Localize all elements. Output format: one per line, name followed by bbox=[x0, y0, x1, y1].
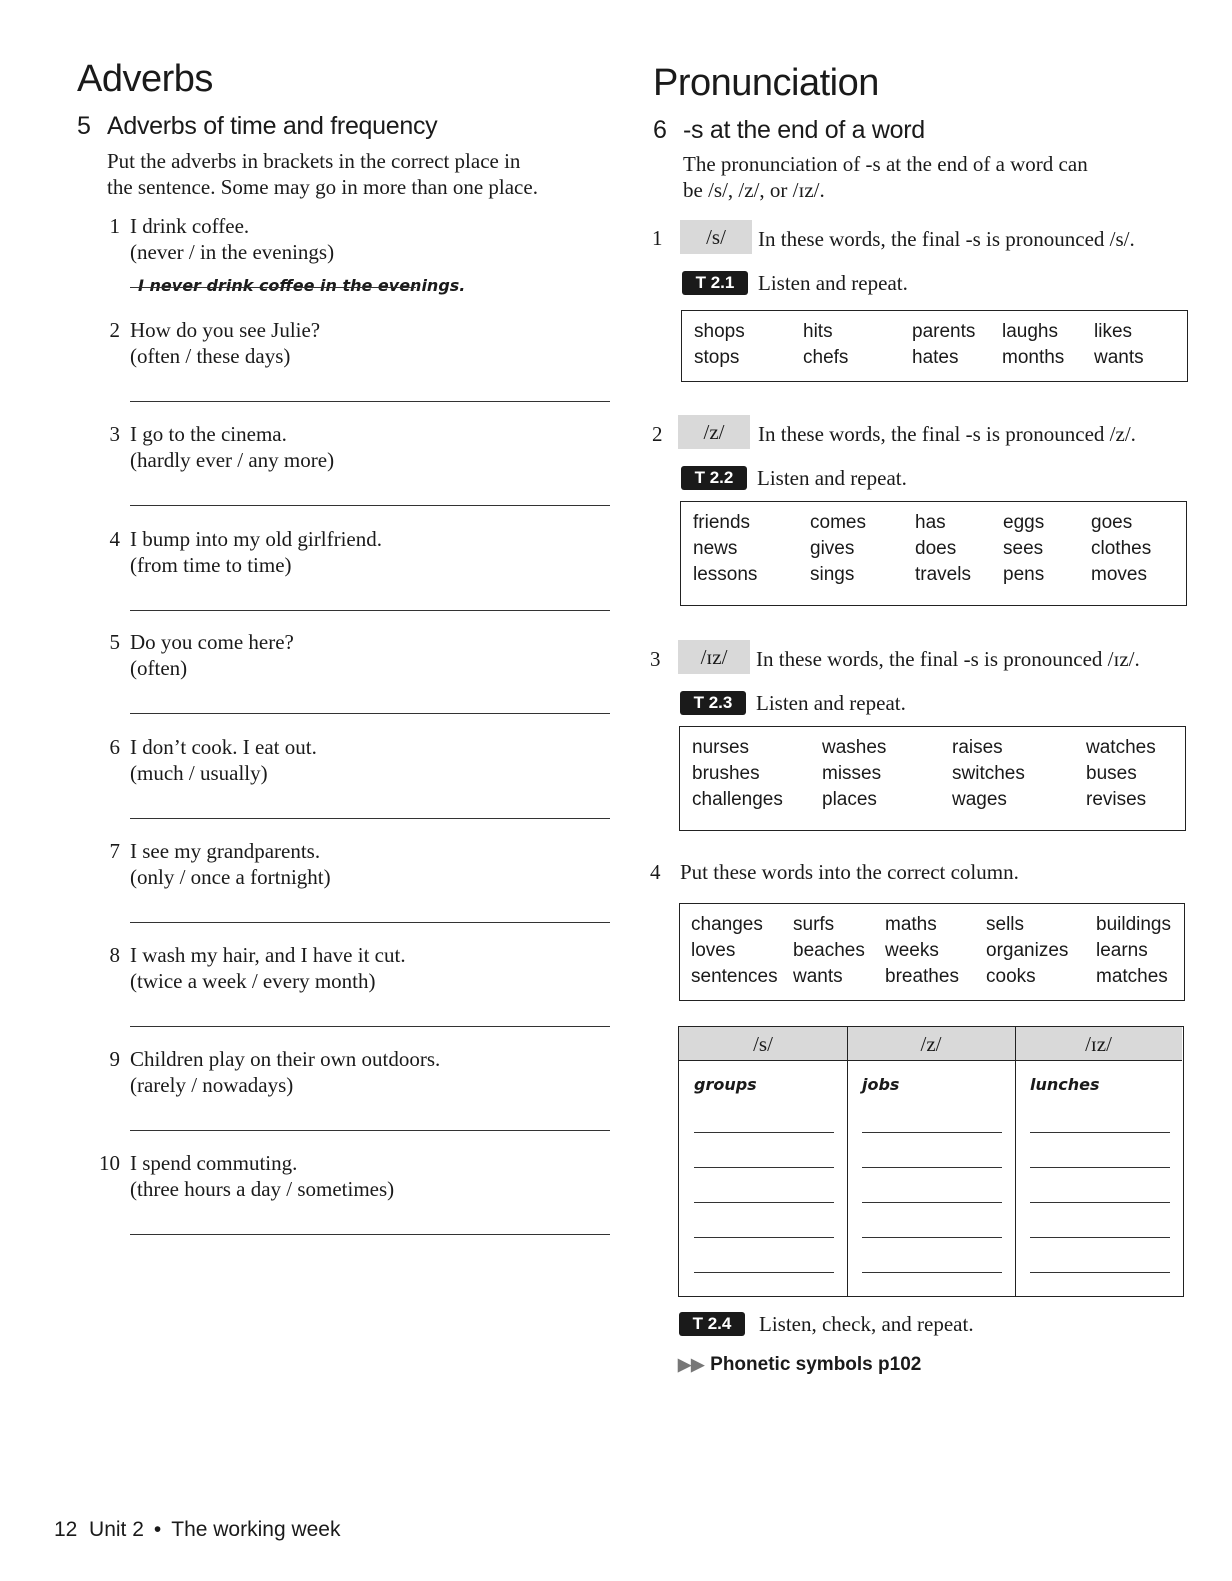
answer-line[interactable] bbox=[130, 1026, 610, 1027]
answer-blank[interactable] bbox=[862, 1237, 1002, 1238]
item-hint: (never / in the evenings) bbox=[130, 240, 335, 264]
answer-blank[interactable] bbox=[694, 1167, 834, 1168]
word: pens bbox=[1003, 564, 1045, 585]
answer-blank[interactable] bbox=[1030, 1167, 1170, 1168]
word: moves bbox=[1091, 564, 1147, 585]
answer-line[interactable] bbox=[130, 1234, 610, 1235]
section-title-text: Adverbs of time and frequency bbox=[107, 112, 438, 140]
item-text bbox=[130, 942, 406, 994]
intro-line: be /s/, /z/, or /ɪz/. bbox=[683, 178, 825, 202]
audio-track-badge[interactable]: T 2.2 bbox=[681, 466, 747, 490]
phonetic-symbols-link[interactable] bbox=[678, 1354, 921, 1376]
item-sentence: How do you see Julie? bbox=[130, 318, 321, 342]
answer-blank[interactable] bbox=[694, 1132, 834, 1133]
word: gives bbox=[810, 538, 855, 559]
answer-blank[interactable] bbox=[1030, 1272, 1170, 1273]
unit-label: Unit 2 bbox=[89, 1518, 144, 1541]
sound-description: In these words, the final -s is pronounced /s/. bbox=[758, 227, 1135, 251]
item-number: 7 bbox=[109, 839, 120, 863]
exercise-item bbox=[86, 629, 616, 729]
word: sentences bbox=[691, 966, 778, 987]
word-column bbox=[986, 912, 1068, 990]
word: switches bbox=[952, 763, 1025, 784]
pronunciation-intro bbox=[683, 151, 1088, 203]
word: challenges bbox=[692, 789, 783, 810]
item-number: 10 bbox=[99, 1151, 120, 1175]
word-box-mixed bbox=[679, 903, 1185, 1001]
item-number: 5 bbox=[109, 630, 120, 654]
word: wants bbox=[793, 966, 843, 987]
item-hint: (much / usually) bbox=[130, 761, 268, 785]
item-hint: (only / once a fortnight) bbox=[130, 865, 331, 889]
example-word: lunches bbox=[1030, 1075, 1100, 1094]
adverbs-instructions bbox=[107, 148, 538, 200]
track-instruction: Listen and repeat. bbox=[758, 271, 908, 295]
answer-blank[interactable] bbox=[862, 1272, 1002, 1273]
word: revises bbox=[1086, 789, 1147, 810]
item-sentence: I spend commuting. bbox=[130, 1151, 298, 1175]
word-column bbox=[912, 319, 975, 371]
word-column bbox=[1096, 912, 1171, 990]
page-footer bbox=[54, 1518, 341, 1542]
answer-line[interactable] bbox=[130, 922, 610, 923]
item-sentence: I drink coffee. bbox=[130, 214, 250, 238]
answer-line[interactable] bbox=[130, 505, 610, 506]
audio-track-badge[interactable]: T 2.4 bbox=[679, 1312, 745, 1336]
word: organizes bbox=[986, 940, 1069, 961]
word-column bbox=[885, 912, 959, 990]
word: eggs bbox=[1003, 512, 1045, 533]
word: friends bbox=[693, 512, 751, 533]
word: goes bbox=[1091, 512, 1133, 533]
word: watches bbox=[1086, 737, 1156, 758]
item-number: 3 bbox=[109, 422, 120, 446]
column-header-s: /s/ bbox=[679, 1027, 847, 1061]
word-column bbox=[1091, 510, 1151, 588]
item-text bbox=[130, 629, 294, 681]
word: brushes bbox=[692, 763, 760, 784]
word: hates bbox=[912, 347, 959, 368]
column-divider bbox=[1015, 1027, 1016, 1296]
part-number: 4 bbox=[650, 860, 661, 884]
double-arrow-icon: ▶▶ bbox=[678, 1355, 705, 1374]
word-box-z bbox=[680, 501, 1187, 606]
word: changes bbox=[691, 914, 763, 935]
item-hint: (three hours a day / sometimes) bbox=[130, 1177, 395, 1201]
part-number: 2 bbox=[652, 422, 663, 446]
word: wants bbox=[1094, 347, 1144, 368]
word: nurses bbox=[692, 737, 750, 758]
item-hint: (often) bbox=[130, 656, 188, 680]
item-text bbox=[130, 1046, 440, 1098]
exercise-item bbox=[86, 317, 616, 417]
item-text bbox=[130, 838, 331, 890]
track-instruction: Listen and repeat. bbox=[756, 691, 906, 715]
example-word: jobs bbox=[862, 1075, 900, 1094]
part-number: 1 bbox=[652, 226, 663, 250]
word-column bbox=[822, 735, 886, 813]
sound-description: In these words, the final -s is pronounced /ɪz/. bbox=[756, 647, 1140, 671]
example-answer: I never drink coffee in the evenings. bbox=[138, 276, 466, 295]
section-number: 5 bbox=[77, 112, 91, 140]
exercise-item bbox=[86, 421, 616, 521]
item-sentence: I go to the cinema. bbox=[130, 422, 287, 446]
exercise-item bbox=[86, 1046, 616, 1146]
answer-line[interactable] bbox=[130, 401, 610, 402]
item-text bbox=[130, 317, 320, 369]
word: raises bbox=[952, 737, 1003, 758]
word-column bbox=[803, 319, 848, 371]
exercise-item bbox=[86, 213, 616, 313]
item-text bbox=[130, 526, 382, 578]
word: beaches bbox=[793, 940, 865, 961]
example-word: groups bbox=[694, 1075, 757, 1094]
exercise-item bbox=[86, 942, 616, 1042]
footer-bullet: • bbox=[153, 1518, 162, 1541]
answer-line[interactable] bbox=[130, 610, 610, 611]
exercise-item bbox=[86, 1150, 616, 1250]
audio-track-badge[interactable]: T 2.3 bbox=[680, 691, 746, 715]
item-text bbox=[130, 213, 334, 265]
word-column bbox=[1003, 510, 1044, 588]
answer-blank[interactable] bbox=[1030, 1202, 1170, 1203]
word-column bbox=[952, 735, 1025, 813]
adverbs-section-title bbox=[77, 112, 437, 141]
word: misses bbox=[822, 763, 882, 784]
word: cooks bbox=[986, 966, 1036, 987]
sound-badge: /z/ bbox=[678, 415, 750, 449]
item-sentence: I bump into my old girlfriend. bbox=[130, 527, 382, 551]
word-column bbox=[1094, 319, 1144, 371]
audio-track-badge[interactable]: T 2.1 bbox=[682, 271, 748, 295]
word: months bbox=[1002, 347, 1065, 368]
item-hint: (rarely / nowadays) bbox=[130, 1073, 294, 1097]
word-column bbox=[1086, 735, 1156, 813]
item-number: 2 bbox=[109, 318, 120, 342]
answer-blank[interactable] bbox=[694, 1202, 834, 1203]
word: breathes bbox=[885, 966, 959, 987]
answer-blank[interactable] bbox=[862, 1167, 1002, 1168]
word: loves bbox=[691, 940, 736, 961]
word: clothes bbox=[1091, 538, 1152, 559]
exercise-item bbox=[86, 838, 616, 938]
item-number: 9 bbox=[109, 1047, 120, 1071]
sound-sorting-table bbox=[678, 1026, 1184, 1297]
answer-blank[interactable] bbox=[862, 1132, 1002, 1133]
word-box-iz bbox=[679, 726, 1186, 831]
part4-instruction: Put these words into the correct column. bbox=[680, 860, 1019, 884]
word: sings bbox=[810, 564, 855, 585]
sound-badge: /ɪz/ bbox=[678, 640, 750, 674]
track-instruction: Listen, check, and repeat. bbox=[759, 1312, 974, 1336]
answer-underline bbox=[130, 287, 416, 288]
word: likes bbox=[1094, 321, 1133, 342]
item-hint: (hardly ever / any more) bbox=[130, 448, 335, 472]
word: places bbox=[822, 789, 877, 810]
exercise-item bbox=[86, 734, 616, 834]
word: washes bbox=[822, 737, 887, 758]
part-number: 3 bbox=[650, 647, 661, 671]
answer-blank[interactable] bbox=[694, 1237, 834, 1238]
item-number: 1 bbox=[109, 214, 120, 238]
word: chefs bbox=[803, 347, 849, 368]
answer-line[interactable] bbox=[130, 1130, 610, 1131]
word-column bbox=[691, 912, 778, 990]
word-column bbox=[692, 735, 783, 813]
item-sentence: I wash my hair, and I have it cut. bbox=[130, 943, 406, 967]
page-number: 12 bbox=[54, 1518, 78, 1541]
item-text bbox=[130, 734, 317, 786]
item-text bbox=[130, 421, 334, 473]
word-column bbox=[694, 319, 745, 371]
answer-blank[interactable] bbox=[694, 1272, 834, 1273]
item-number: 8 bbox=[109, 943, 120, 967]
word: shops bbox=[694, 321, 745, 342]
word: learns bbox=[1096, 940, 1148, 961]
word: lessons bbox=[693, 564, 758, 585]
item-sentence: Children play on their own outdoors. bbox=[130, 1047, 441, 1071]
column-header-z: /z/ bbox=[847, 1027, 1015, 1061]
word-column bbox=[793, 912, 865, 990]
item-hint: (twice a week / every month) bbox=[130, 969, 376, 993]
pronunciation-heading: Pronunciation bbox=[653, 62, 879, 104]
word: laughs bbox=[1002, 321, 1058, 342]
word-column bbox=[810, 510, 866, 588]
word: surfs bbox=[793, 914, 835, 935]
sound-description: In these words, the final -s is pronounced /z/. bbox=[758, 422, 1136, 446]
adverbs-heading: Adverbs bbox=[77, 58, 213, 100]
word-column bbox=[915, 510, 971, 588]
answer-blank[interactable] bbox=[1030, 1132, 1170, 1133]
column-header-iz: /ɪz/ bbox=[1015, 1027, 1182, 1061]
phonetic-link-text: Phonetic symbols p102 bbox=[710, 1354, 922, 1375]
item-sentence: Do you come here? bbox=[130, 630, 294, 654]
item-hint: (often / these days) bbox=[130, 344, 291, 368]
word: parents bbox=[912, 321, 976, 342]
word: news bbox=[693, 538, 738, 559]
word: wages bbox=[952, 789, 1007, 810]
word-column bbox=[693, 510, 757, 588]
track-instruction: Listen and repeat. bbox=[757, 466, 907, 490]
sound-badge: /s/ bbox=[680, 220, 752, 254]
item-number: 6 bbox=[109, 735, 120, 759]
word: stops bbox=[694, 347, 740, 368]
answer-blank[interactable] bbox=[1030, 1237, 1170, 1238]
word: comes bbox=[810, 512, 866, 533]
section-title-text: -s at the end of a word bbox=[683, 116, 925, 144]
word-column bbox=[1002, 319, 1064, 371]
answer-blank[interactable] bbox=[862, 1202, 1002, 1203]
intro-line: The pronunciation of -s at the end of a word can bbox=[683, 152, 1088, 176]
word: sells bbox=[986, 914, 1025, 935]
item-number: 4 bbox=[109, 527, 120, 551]
unit-title: The working week bbox=[171, 1518, 341, 1541]
word: has bbox=[915, 512, 946, 533]
item-text bbox=[130, 1150, 394, 1202]
answer-line[interactable] bbox=[130, 818, 610, 819]
column-divider bbox=[847, 1027, 848, 1296]
word: does bbox=[915, 538, 957, 559]
word: travels bbox=[915, 564, 971, 585]
word: maths bbox=[885, 914, 937, 935]
item-hint: (from time to time) bbox=[130, 553, 292, 577]
word: sees bbox=[1003, 538, 1044, 559]
word: hits bbox=[803, 321, 833, 342]
word: weeks bbox=[885, 940, 939, 961]
exercise-item bbox=[86, 526, 616, 626]
intro-line: Put the adverbs in brackets in the correct place in bbox=[107, 149, 521, 173]
word: buses bbox=[1086, 763, 1137, 784]
word-box-s bbox=[681, 310, 1188, 382]
intro-line: the sentence. Some may go in more than one place. bbox=[107, 175, 538, 199]
section-number: 6 bbox=[653, 116, 667, 144]
pronunciation-section-title bbox=[653, 116, 925, 145]
item-sentence: I see my grandparents. bbox=[130, 839, 321, 863]
word: matches bbox=[1096, 966, 1168, 987]
item-sentence: I don’t cook. I eat out. bbox=[130, 735, 317, 759]
word: buildings bbox=[1096, 914, 1171, 935]
answer-line[interactable] bbox=[130, 713, 610, 714]
